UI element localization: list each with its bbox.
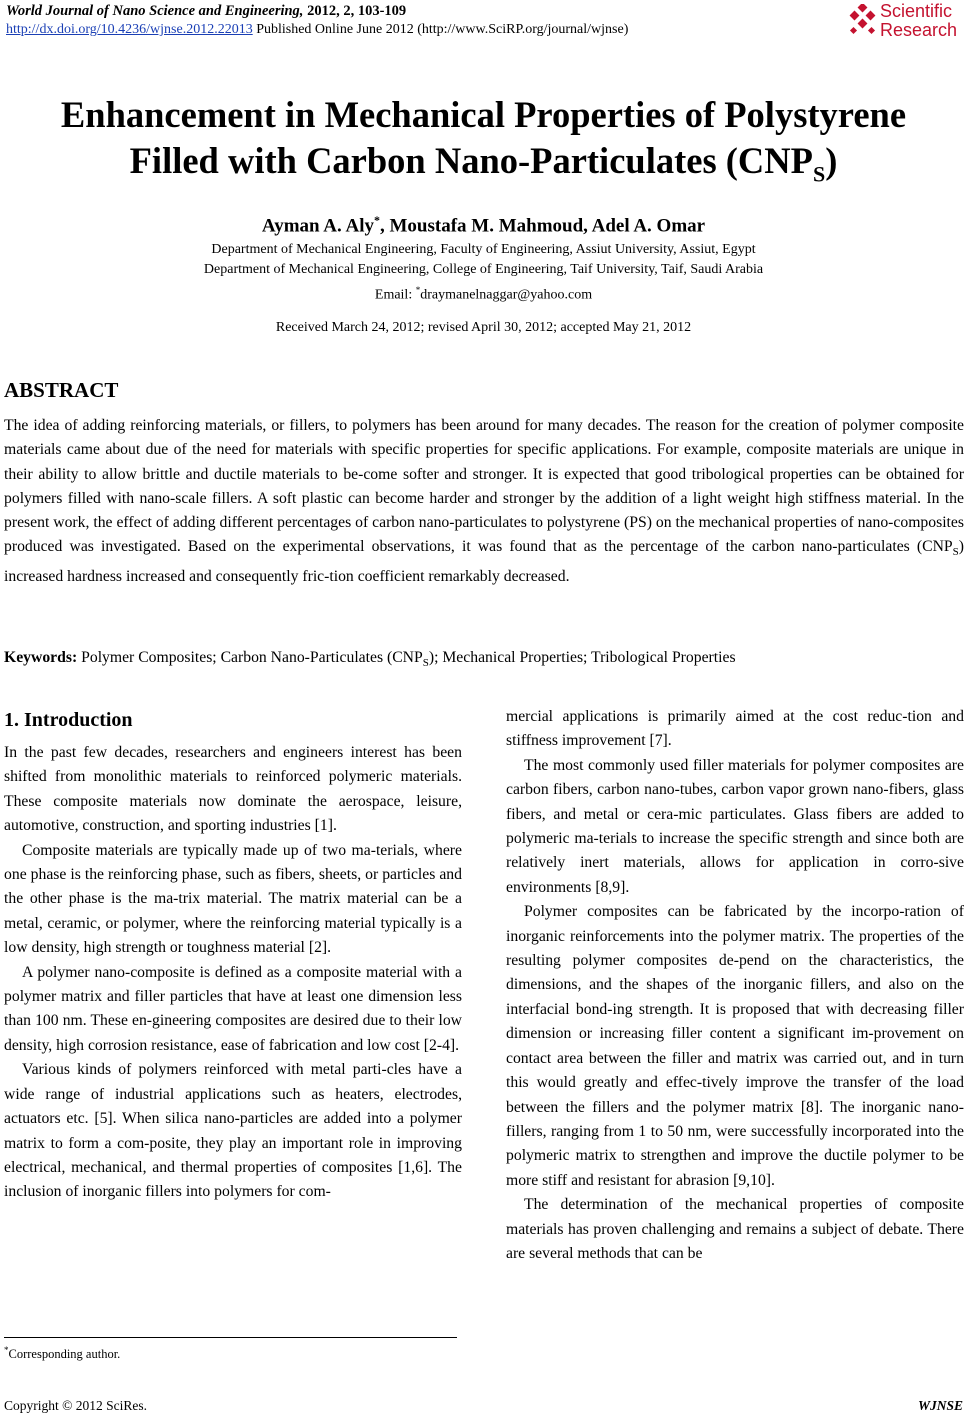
paragraph: Polymer composites can be fabricated by the incorpo-ration of inorganic reinforcements into the polymer matrix. The properties of the resulting polymer composites de-pend on the characteristics, the dimensions, and the shapes of the inorganic fillers, and also on the interfacial bond-ing strength. It is proposed that with decreasing filler dimension or increasing filler content a significant im-provement on contact area between the filler and matrix was carried out, and in turn this would greatly and effec-tively improve the transfer of the load between the fillers and the polymer matrix [8]. The inorganic nano-fillers, ranging from 1 to 50 nm, were successfully incorporated into the polymeric matrix to strengthen and improve the ductile polymer to be more stiff and resistant for abrasion [9,10]. (506, 903, 964, 1189)
copyright: Copyright © 2012 SciRes. (4, 1398, 148, 1413)
journal-name: World Journal of Nano Science and Engineering, (6, 3, 304, 19)
left-column (4, 705, 462, 1205)
received-dates: Received March 24, 2012; revised April 30, 2012; accepted May 21, 2012 (275, 320, 692, 335)
journal-abbreviation: WJNSE (917, 1398, 963, 1413)
paragraph: mercial applications is primarily aimed at the cost reduc-tion and stiffness improvement [7]. (506, 708, 964, 750)
published-info: Published Online June 2012 (http://www.SciRP.org/journal/wjnse) (256, 22, 629, 37)
affiliation-2: Department of Mechanical Engineering, College of Engineering, Taif University, Taif, Saudi Arabia (203, 262, 764, 277)
logo-mark-icon (848, 4, 878, 38)
scientific-research-logo (848, 2, 967, 42)
section-heading: 1. Introduction (4, 709, 133, 731)
authors: Ayman A. Aly*, Moustafa M. Mahmoud, Adel A. Omar (261, 213, 706, 237)
title-line-1: Enhancement in Mechanical Properties of Polystyrene (60, 94, 907, 135)
paragraph: The most commonly used filler materials for polymer composites are carbon fibers, carbon nano-tubes, carbon vapor grown nano-fibers, glass fibers, and metal or cera-mic particulates. Glass fibers are added to polymeric ma-terials to increase the specific strength and since both are relatively inert materials, allows for application in corro-sive environments [8,9]. (506, 756, 964, 896)
logo-line2: Research (880, 20, 958, 40)
journal-citation (6, 3, 406, 20)
title-line-2: Filled with Carbon Nano-Particulates $(CNP_S)$ (129, 140, 838, 187)
paragraph: Composite materials are typically made up of two ma-terials, where one phase is the reinforcing phase, such as fibers, sheets, or particles and the other phase is the ma-trix material. The matrix material can be a metal, ceramic, or polymer, where the reinforcing material typically is a low density, high strength or toughness material [2]. (4, 841, 462, 957)
footnote: *Corresponding author. (4, 1345, 121, 1362)
author-email: Email: *draymanelnaggar@yahoo.com (374, 285, 593, 303)
doi-link[interactable]: http://dx.doi.org/10.4236/wjnse.2012.22013 (6, 22, 253, 37)
paper-title (0, 92, 967, 197)
right-column (506, 705, 964, 1266)
journal-volume: 2012, 2, 103-109 (307, 3, 407, 19)
logo-line1: Scientific (880, 1, 953, 21)
paragraph: The determination of the mechanical properties of composite materials has proven challenging and remains a subject of debate. There are several methods that can be (506, 1196, 964, 1262)
doi-line (6, 22, 628, 38)
paragraph: In the past few decades, researchers and engineers interest has been shifted from monolithic materials to reinforced polymeric materials. These composite materials now dominate the aerospace, leisure, automotive, construction, and sporting industries [1]. (4, 744, 462, 835)
affiliation-1: Department of Mechanical Engineering, Faculty of Engineering, Assiut University, Assiut, Egypt (211, 242, 756, 257)
paragraph: Various kinds of polymers reinforced with metal parti-cles have a wide range of industrial applications such as heaters, electrodes, actuators etc. [5]. When silica nano-particles are added into a polymer matrix to form a com-posite, they play an important role in improving electrical, mechanical, and thermal properties of composites [1,6]. The inclusion of inorganic fillers into polymers for com- (4, 1061, 462, 1201)
abstract-heading: ABSTRACT (4, 378, 119, 402)
paragraph: A polymer nano-composite is defined as a composite material with a polymer matrix and filler particles that have at least one dimension less than 100 nm. These en-gineering composites are desired due to their low density, high corrosion resistance, ease of fabrication and low cost [2-4]. (4, 963, 462, 1054)
footnote-divider (4, 1337, 457, 1338)
logo-text (880, 2, 957, 40)
keywords: Keywords: Polymer Composites; Carbon Nano-Particulates $(CNP_S)$; Mechanical Properties; Tribological Properties (4, 649, 736, 670)
abstract-text: The idea of adding reinforcing materials, or fillers, to polymers has been around for many decades. The reason for the creation of polymer composite materials came about due of the need for materials with specific properties for specific applications. For example, composite materials are unique in their ability to allow brittle and ductile materials to be-come softer and stronger. It is expected that good tribological properties can be obtained for polymers filled with nano-scale fillers. A soft plastic can become harder and stronger by the addition of a light weight high stiffness material. In the present work, the effect of adding different percentages of carbon nano-particulates to polystyrene (PS) on the mechanical properties of nano-composites produced was investigated. Based on the experimental observations, it was found that as the percentage of the carbon nano-particulates $(CNP_S)$ increased hardness increased and consequently fric-tion coefficient remarkably decreased. (4, 417, 964, 585)
